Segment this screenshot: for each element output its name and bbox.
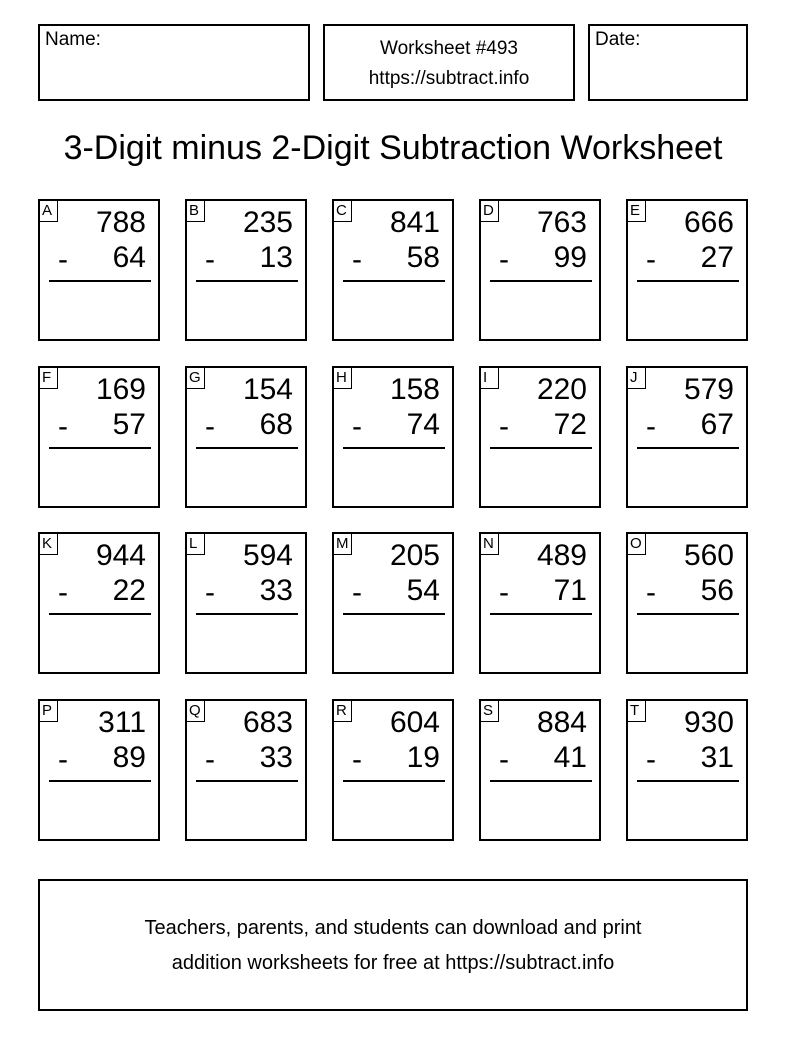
minuend: 763 (536, 206, 587, 239)
problem-letter: F (39, 367, 58, 389)
problem-card (332, 199, 454, 341)
problem-letter: C (333, 200, 352, 222)
answer-line (196, 780, 298, 782)
minuend: 930 (683, 706, 734, 739)
minus-sign: - (646, 576, 656, 609)
problem-letter: S (480, 700, 499, 722)
minuend: 205 (389, 539, 440, 572)
minuend: 311 (98, 706, 146, 739)
subtrahend: 31 (700, 741, 734, 774)
minus-sign: - (58, 743, 68, 776)
minuend: 884 (536, 706, 587, 739)
problem-letter: L (186, 533, 205, 555)
name-label: Name: (45, 29, 101, 50)
problem-letter: K (39, 533, 58, 555)
answer-line (490, 447, 592, 449)
minuend: 841 (389, 206, 440, 239)
subtrahend: 89 (112, 741, 146, 774)
minus-sign: - (646, 410, 656, 443)
minuend: 594 (242, 539, 293, 572)
minus-sign: - (646, 243, 656, 276)
minuend: 560 (683, 539, 734, 572)
subtrahend: 33 (259, 574, 293, 607)
problem-card (626, 199, 748, 341)
subtrahend: 72 (553, 408, 587, 441)
minus-sign: - (205, 243, 215, 276)
subtrahend: 71 (553, 574, 587, 607)
minuend: 579 (683, 373, 734, 406)
problem-letter: H (333, 367, 352, 389)
answer-line (343, 280, 445, 282)
answer-line (49, 613, 151, 615)
problem-card (185, 699, 307, 841)
subtrahend: 99 (553, 241, 587, 274)
subtrahend: 67 (700, 408, 734, 441)
minus-sign: - (205, 576, 215, 609)
problem-letter: B (186, 200, 205, 222)
minuend: 683 (242, 706, 293, 739)
problem-letter: G (186, 367, 205, 389)
problem-card (626, 699, 748, 841)
problem-letter: I (480, 367, 499, 389)
minuend: 944 (95, 539, 146, 572)
answer-line (49, 780, 151, 782)
subtrahend: 27 (700, 241, 734, 274)
problem-card (185, 532, 307, 674)
answer-line (343, 780, 445, 782)
answer-line (49, 280, 151, 282)
answer-line (343, 447, 445, 449)
date-box (588, 24, 748, 101)
answer-line (637, 447, 739, 449)
footer-box (38, 879, 748, 1011)
minus-sign: - (352, 576, 362, 609)
problem-card (332, 532, 454, 674)
problem-letter: Q (186, 700, 205, 722)
answer-line (637, 780, 739, 782)
problem-card (479, 699, 601, 841)
problem-card (479, 199, 601, 341)
minus-sign: - (205, 743, 215, 776)
answer-line (196, 280, 298, 282)
subtrahend: 33 (259, 741, 293, 774)
problem-letter: N (480, 533, 499, 555)
subtrahend: 56 (700, 574, 734, 607)
problem-card (332, 699, 454, 841)
problem-card (479, 532, 601, 674)
subtrahend: 41 (553, 741, 587, 774)
problem-card (185, 366, 307, 508)
minuend: 604 (389, 706, 440, 739)
minuend: 169 (95, 373, 146, 406)
subtrahend: 22 (112, 574, 146, 607)
problem-letter: T (627, 700, 646, 722)
minuend: 788 (95, 206, 146, 239)
minus-sign: - (58, 410, 68, 443)
subtrahend: 64 (112, 241, 146, 274)
problem-card (38, 532, 160, 674)
worksheet-info-box (323, 24, 575, 101)
problem-grid (38, 199, 748, 843)
footer-line-1: Teachers, parents, and students can download and print (144, 917, 642, 939)
minuend: 489 (536, 539, 587, 572)
problem-letter: R (333, 700, 352, 722)
problem-card (332, 366, 454, 508)
minus-sign: - (499, 410, 509, 443)
problem-card (479, 366, 601, 508)
page-title: 3-Digit minus 2-Digit Subtraction Worksheet (63, 129, 723, 167)
minus-sign: - (352, 243, 362, 276)
answer-line (490, 613, 592, 615)
problem-letter: D (480, 200, 499, 222)
answer-line (343, 613, 445, 615)
minus-sign: - (352, 743, 362, 776)
answer-line (49, 447, 151, 449)
problem-card (38, 366, 160, 508)
minus-sign: - (205, 410, 215, 443)
subtrahend: 19 (406, 741, 440, 774)
problem-letter: M (333, 533, 352, 555)
problem-letter: O (627, 533, 646, 555)
problem-card (38, 199, 160, 341)
subtrahend: 54 (406, 574, 440, 607)
footer-line-2: addition worksheets for free at https://subtract.info (171, 952, 615, 974)
worksheet-url: https://subtract.info (368, 68, 530, 89)
minus-sign: - (499, 576, 509, 609)
minus-sign: - (58, 243, 68, 276)
problem-card (626, 366, 748, 508)
name-box (38, 24, 310, 101)
problem-letter: J (627, 367, 646, 389)
answer-line (637, 280, 739, 282)
subtrahend: 57 (112, 408, 146, 441)
answer-line (490, 280, 592, 282)
minuend: 158 (389, 373, 440, 406)
minus-sign: - (499, 743, 509, 776)
minuend: 220 (536, 373, 587, 406)
minuend: 235 (242, 206, 293, 239)
answer-line (196, 447, 298, 449)
answer-line (490, 780, 592, 782)
minus-sign: - (646, 743, 656, 776)
worksheet-number: Worksheet #493 (379, 38, 518, 59)
minus-sign: - (499, 243, 509, 276)
problem-card (626, 532, 748, 674)
answer-line (196, 613, 298, 615)
subtrahend: 68 (259, 408, 293, 441)
date-label: Date: (595, 29, 641, 50)
problem-letter: E (627, 200, 646, 222)
answer-line (637, 613, 739, 615)
problem-letter: P (39, 700, 58, 722)
minus-sign: - (58, 576, 68, 609)
minuend: 154 (242, 373, 293, 406)
minus-sign: - (352, 410, 362, 443)
problem-card (185, 199, 307, 341)
problem-letter: A (39, 200, 58, 222)
problem-card (38, 699, 160, 841)
subtrahend: 74 (406, 408, 440, 441)
subtrahend: 13 (259, 241, 293, 274)
minuend: 666 (683, 206, 734, 239)
subtrahend: 58 (406, 241, 440, 274)
